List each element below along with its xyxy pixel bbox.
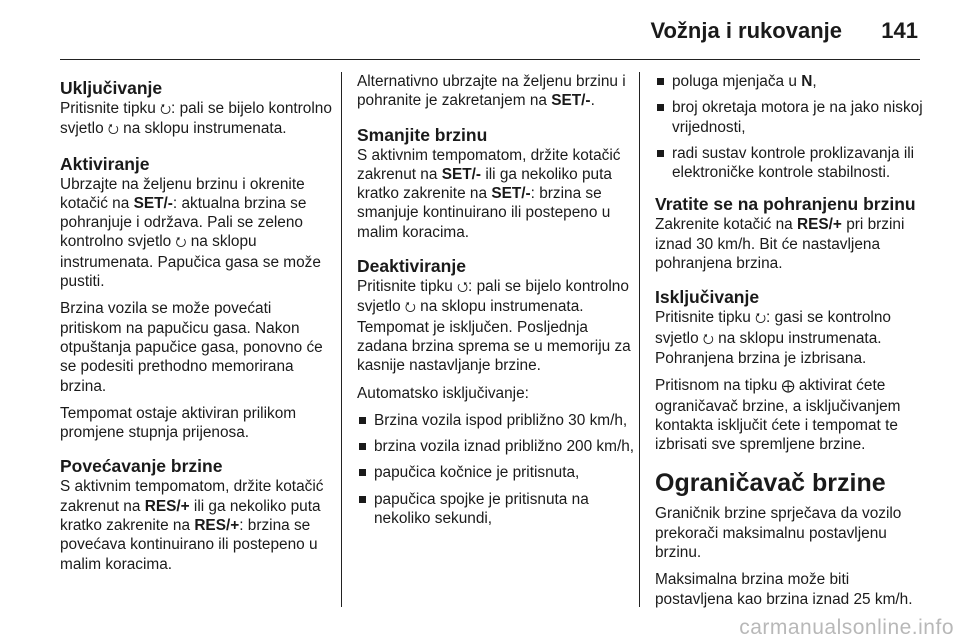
section-povecavanje-brzine [60, 456, 332, 573]
watermark: carmanualsonline.info [739, 616, 954, 639]
paragraph: Tempomat ostaje aktiviran prilikom promjene stupnja prijenosa. [60, 404, 297, 442]
header-divider [60, 59, 920, 60]
list-item: papučica kočnice je pritisnuta, [357, 463, 637, 482]
section-title: Uključivanje [60, 78, 163, 98]
paragraph: Maksimalna brzina može biti postavljena kao brzina iznad 25 km/h. [655, 571, 913, 608]
paragraph: S aktivnim tempomatom, držite kotačić zakrenut na RES/+ ili ga nekoliko puta kratko zakrenite na RES/+: brzina se povećava kontinuirano ili postepeno u malim koracima. [60, 478, 324, 573]
section-title: Smanjite brzinu [357, 124, 488, 145]
section-smanjite-brzinu [357, 125, 637, 242]
list-item: broj okretaja motora je na jako niskoj vrijednosti, [655, 98, 923, 137]
paragraph: Pritisnom na tipku ⨁ aktivirat ćete ograničavač brzine, a isključivanjem kontakta isključit ćete i tempomat te izbrisati sve spremljene brzine. [655, 377, 901, 454]
list-item: brzina vozila iznad približno 200 km/h, [357, 437, 637, 456]
header-title: Vožnja i rukovanje [650, 18, 842, 43]
section-deaktiviranje [357, 256, 637, 528]
list-item: Brzina vozila ispod približno 30 km/h, [357, 411, 637, 430]
page-number: 141 [881, 18, 918, 43]
column-divider [639, 72, 640, 607]
paragraph: Brzina vozila se može povećati pritiskom na papučicu gasa. Nakon otpuštanja papučice gasa, ponovno će se podesiti prethodno memorirana brzina. [60, 300, 323, 395]
paragraph: Zakrenite kotačić na RES/+ pri brzini iznad 30 km/h. Bit će nastavljena pohranjena brzina. [655, 216, 905, 273]
column-divider [341, 72, 342, 607]
section-aktiviranje [60, 154, 332, 443]
paragraph: Graničnik brzine sprječava da vozilo prekorači maksimalnu postavljenu brzinu. [655, 505, 902, 562]
paragraph: Ubrzajte na željenu brzinu i okrenite kotačić na SET/-: aktualna brzina se pohranjuje i održava. Pali se zeleno kontrolno svjetlo ⭮ na sklopu instrumenata. Papučica gasa se može pustiti. [60, 175, 321, 291]
column-1 [60, 78, 332, 588]
auto-off-list-continued [655, 72, 923, 182]
list-item: radi sustav kontrole proklizavanja ili elektroničke kontrole stabilnosti. [655, 144, 923, 183]
list-item: papučica spojke je pritisnuta na nekoliko sekundi, [357, 490, 637, 529]
cruise-control-icon: ⭮ [160, 102, 172, 117]
section-title: Deaktiviranje [357, 256, 466, 277]
cruise-control-icon: ⭮ [404, 300, 416, 316]
paragraph: Alternativno ubrzajte na željenu brzinu i pohranite je zakretanjem na SET/-. [357, 73, 626, 110]
section-ukljucivanje [60, 78, 332, 140]
chapter-title: Ograničavač brzine [655, 469, 886, 498]
section-title: Povećavanje brzine [60, 456, 223, 477]
column-3 [655, 72, 923, 617]
paragraph: S aktivnim tempomatom, držite kotačić zakrenut na SET/- ili ga nekoliko puta kratko zakrenite na SET/-: brzina se smanjuje kontinuirano ili postepeno u malim koracima. [357, 146, 621, 241]
section-title: Aktiviranje [60, 153, 150, 174]
column-2 [357, 72, 637, 542]
cruise-control-icon: ⭮ [755, 311, 767, 327]
paragraph: Pritisnite tipku ⭮: gasi se kontrolno svjetlo ⭮ na sklopu instrumenata. Pohranjena brzina je izbrisana. [655, 309, 891, 367]
cruise-control-icon: ⭮ [702, 331, 714, 347]
auto-off-list [357, 411, 637, 528]
section-title: Isključivanje [655, 287, 760, 308]
list-item: poluga mjenjača u N, [655, 72, 923, 91]
paragraph: Pritisnite tipku ⭮: pali se bijelo kontrolno svjetlo ⭮ na sklopu instrumenata. [60, 100, 332, 138]
cruise-control-icon: ⭮ [107, 122, 119, 138]
cruise-control-icon: ⭮ [175, 235, 187, 251]
paragraph: Pritisnite tipku ⭯: pali se bijelo kontrolno svjetlo ⭮ na sklopu instrumenata. Tempomat je isključen. Posljednja zadana brzina sprema se u memoriju za kasnije nastavljanje brzine. [357, 278, 631, 375]
section-title: Vratite se na pohranjenu brzinu [655, 194, 916, 215]
cruise-control-off-icon: ⭯ [457, 280, 469, 296]
section-vratite-brzinu [655, 194, 923, 273]
paragraph: Automatsko isključivanje: [357, 384, 529, 402]
section-iskljucivanje [655, 287, 923, 454]
speed-limiter-icon: ⨁ [781, 379, 795, 395]
page-header [0, 0, 960, 60]
